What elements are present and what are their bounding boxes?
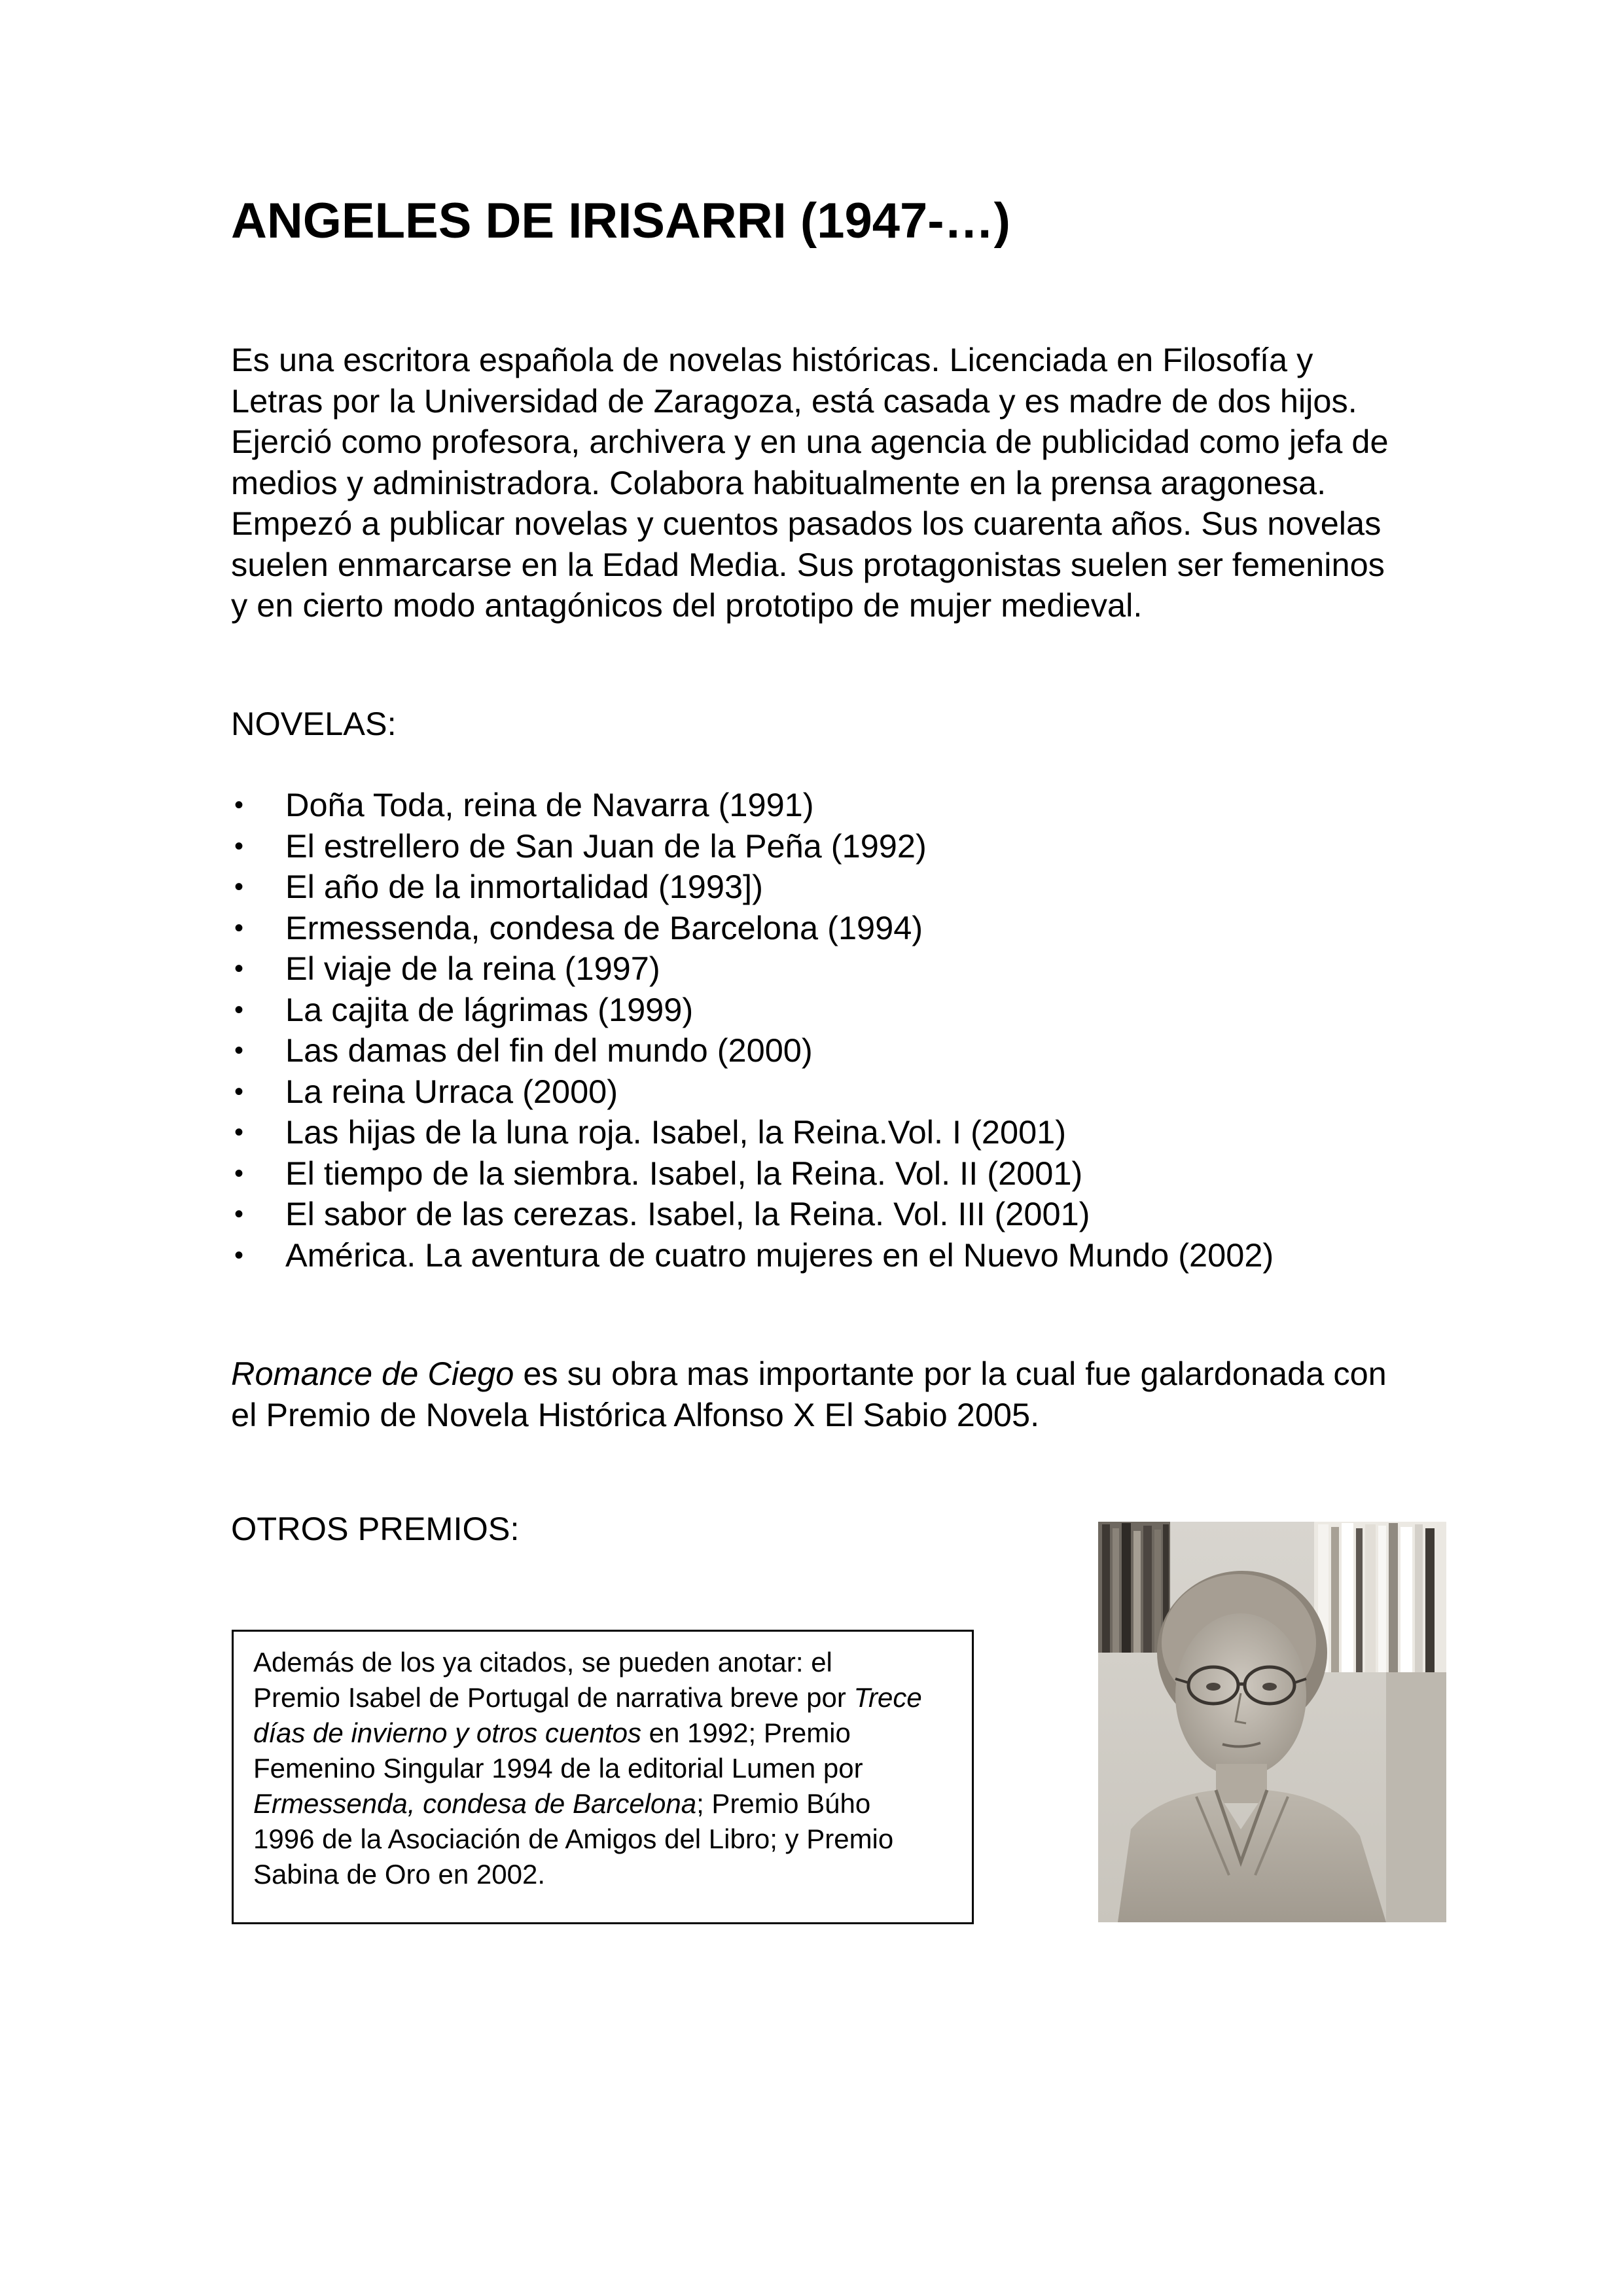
romance-title: Romance de Ciego	[231, 1355, 514, 1392]
page-title: ANGELES DE IRISARRI (1947-…)	[231, 193, 1010, 249]
bullet-icon: •	[234, 1158, 244, 1188]
list-item	[231, 1071, 1274, 1113]
list-item	[231, 1235, 1274, 1276]
intro-line: Letras por la Universidad de Zaragoza, está casada y es madre de dos hijos.	[231, 382, 1357, 420]
bullet-icon: •	[234, 954, 244, 983]
otros-premios-heading: OTROS PREMIOS:	[231, 1510, 520, 1547]
awards-italic: Trece	[853, 1682, 922, 1713]
intro-line: Empezó a publicar novelas y cuentos pasados los cuarenta años. Sus novelas	[231, 505, 1382, 542]
romance-line-2: el Premio de Novela Histórica Alfonso X El Sabio 2005.	[231, 1395, 1040, 1433]
bullet-icon: •	[234, 913, 244, 942]
novel-title: América. La aventura de cuatro mujeres en el Nuevo Mundo (2002)	[285, 1236, 1274, 1274]
intro-paragraph	[231, 340, 1396, 626]
novel-title: El año de la inmortalidad (1993])	[285, 868, 763, 905]
author-portrait-photo	[1098, 1522, 1446, 1922]
bullet-icon: •	[234, 1240, 244, 1270]
list-item	[231, 948, 1274, 990]
list-item	[231, 990, 1274, 1031]
intro-line: Es una escritora española de novelas históricas. Licenciada en Filosofía y	[231, 341, 1313, 378]
list-item	[231, 1153, 1274, 1194]
novel-title: El tiempo de la siembra. Isabel, la Reina. Vol. II (2001)	[285, 1154, 1083, 1192]
romance-paragraph	[231, 1354, 1387, 1435]
bullet-icon: •	[234, 1036, 244, 1065]
novel-title: El estrellero de San Juan de la Peña (1992)	[285, 827, 927, 865]
bullet-icon: •	[234, 1200, 244, 1229]
novel-title: El viaje de la reina (1997)	[285, 950, 660, 987]
list-item	[231, 785, 1274, 826]
intro-line: suelen enmarcarse en la Edad Media. Sus protagonistas suelen ser femeninos	[231, 545, 1385, 583]
list-item	[231, 1194, 1274, 1235]
awards-text-box	[232, 1630, 974, 1924]
awards-line	[253, 1680, 952, 1715]
awards-line: Sabina de Oro en 2002.	[253, 1859, 546, 1890]
novels-list	[231, 785, 1274, 1276]
novel-title: El sabor de las cerezas. Isabel, la Reina. Vol. III (2001)	[285, 1195, 1090, 1232]
list-item	[231, 826, 1274, 867]
intro-line: y en cierto modo antagónicos del prototipo de mujer medieval.	[231, 586, 1143, 624]
bullet-icon: •	[234, 1077, 244, 1106]
intro-line: Ejerció como profesora, archivera y en una agencia de publicidad como jefa de	[231, 423, 1389, 460]
awards-italic: días de invierno y otros cuentos	[253, 1717, 642, 1748]
list-item	[231, 908, 1274, 949]
novels-heading: NOVELAS:	[231, 705, 397, 742]
bullet-icon: •	[234, 995, 244, 1024]
novel-title: Las damas del fin del mundo (2000)	[285, 1031, 813, 1069]
bullet-icon: •	[234, 831, 244, 861]
novel-title: Ermessenda, condesa de Barcelona (1994)	[285, 908, 923, 946]
bullet-icon: •	[234, 872, 244, 901]
novel-title: La reina Urraca (2000)	[285, 1072, 618, 1110]
romance-text: es su obra mas importante por la cual fue galardonada con	[514, 1355, 1387, 1392]
list-item	[231, 1112, 1274, 1153]
awards-italic: Ermessenda, condesa de Barcelona	[253, 1788, 697, 1819]
list-item	[231, 867, 1274, 908]
list-item	[231, 1030, 1274, 1071]
awards-line: Además de los ya citados, se pueden anotar: el	[253, 1647, 832, 1677]
awards-text: Premio Isabel de Portugal de narrativa breve por	[253, 1682, 854, 1713]
awards-line	[253, 1786, 952, 1821]
novel-title: La cajita de lágrimas (1999)	[285, 990, 694, 1028]
romance-line-1	[231, 1354, 1387, 1395]
novel-title: Las hijas de la luna roja. Isabel, la Reina.Vol. I (2001)	[285, 1113, 1067, 1151]
portrait-illustration	[1098, 1522, 1446, 1922]
bullet-icon: •	[234, 791, 244, 819]
awards-text: en 1992; Premio	[641, 1717, 851, 1748]
awards-line: Femenino Singular 1994 de la editorial Lumen por	[253, 1753, 863, 1784]
awards-line	[253, 1715, 952, 1751]
novel-title: Doña Toda, reina de Navarra (1991)	[285, 786, 814, 823]
awards-text: ; Premio Búho	[696, 1788, 871, 1819]
intro-line: medios y administradora. Colabora habitualmente en la prensa aragonesa.	[231, 463, 1327, 501]
awards-line: 1996 de la Asociación de Amigos del Libro; y Premio	[253, 1823, 894, 1854]
bullet-icon: •	[234, 1118, 244, 1147]
